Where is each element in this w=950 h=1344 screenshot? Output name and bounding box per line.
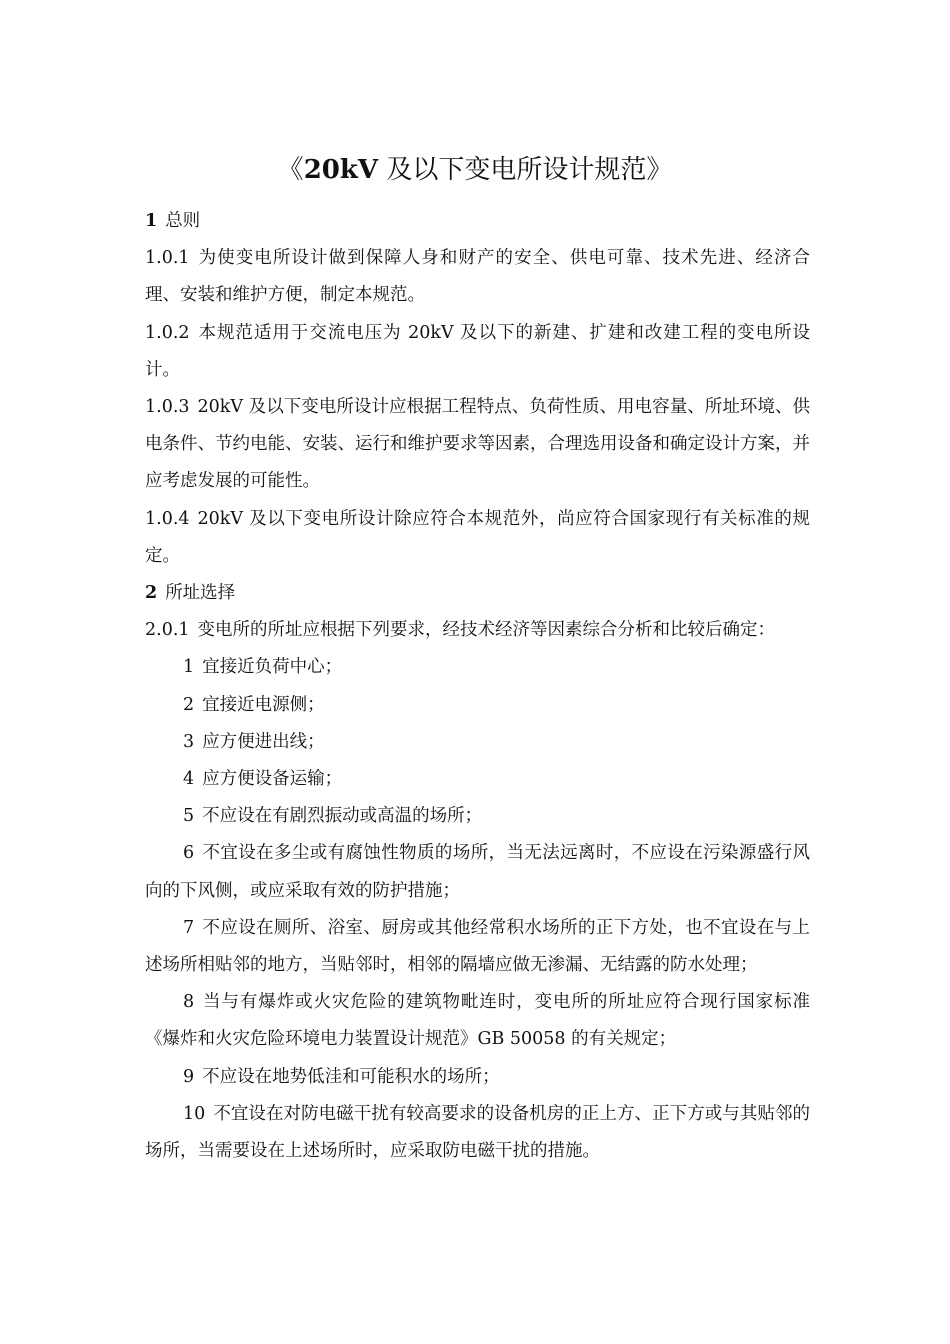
list-item (145, 910, 810, 984)
item-text: 应方便设备运输； (202, 769, 343, 790)
clause-text: 20kV 及以下变电所设计应根据工程特点、负荷性质、用电容量、所址环境、供电条件、节约电能、安装、运行和维护要求等因素，合理选用设备和确定设计方案，并应考虑发展的可能性。 (145, 397, 810, 492)
section-title: 所址选择 (165, 583, 236, 604)
clause-text: 变电所的所址应根据下列要求，经技术经济等因素综合分析和比较后确定： (197, 620, 776, 641)
clause-number: 1.0.3 (145, 397, 190, 418)
item-number: 8 (183, 992, 195, 1013)
list-item (145, 761, 810, 798)
item-text: 应方便进出线； (202, 731, 325, 752)
document-title (0, 150, 950, 190)
item-number: 4 (183, 769, 195, 790)
clause-number: 1.0.4 (145, 508, 190, 529)
title-voltage: 20kV (303, 155, 379, 185)
item-number: 2 (183, 694, 195, 715)
item-number: 1 (183, 657, 195, 678)
section-heading-general (145, 203, 810, 240)
item-text: 不宜设在多尘或有腐蚀性物质的场所，当无法远离时，不应设在污染源盛行风向的下风侧，或应采取有效的防护措施； (145, 843, 810, 901)
item-number: 10 (183, 1103, 206, 1124)
item-number: 9 (183, 1066, 195, 1087)
clause-1-0-3 (145, 389, 810, 501)
list-item (145, 984, 810, 1058)
document-body (145, 203, 810, 1170)
item-text: 不应设在有剧烈振动或高温的场所； (202, 806, 483, 827)
list-item (145, 1096, 810, 1170)
clause-1-0-4 (145, 501, 810, 575)
clause-text: 为使变电所设计做到保障人身和财产的安全、供电可靠、技术先进、经济合理、安装和维护方便，制定本规范。 (145, 248, 810, 306)
list-item (145, 687, 810, 724)
section-number: 2 (145, 583, 158, 604)
item-number: 6 (183, 843, 195, 864)
list-item (145, 798, 810, 835)
item-text: 当与有爆炸或火灾危险的建筑物毗连时，变电所的所址应符合现行国家标准《爆炸和火灾危险环境电力装置设计规范》GB 50058 的有关规定； (145, 992, 810, 1050)
clause-1-0-2 (145, 315, 810, 389)
item-number: 3 (183, 731, 195, 752)
clause-text: 20kV 及以下变电所设计除应符合本规范外，尚应符合国家现行有关标准的规定。 (145, 508, 810, 566)
item-number: 5 (183, 806, 195, 827)
clause-text: 本规范适用于交流电压为 20kV 及以下的新建、扩建和改建工程的变电所设计。 (145, 322, 810, 380)
item-text: 不应设在地势低洼和可能积水的场所； (202, 1066, 500, 1087)
clause-number: 2.0.1 (145, 620, 190, 641)
clause-number: 1.0.1 (145, 248, 190, 269)
section-heading-site-selection (145, 575, 810, 612)
clause-1-0-1 (145, 240, 810, 314)
list-item (145, 1059, 810, 1096)
list-item (145, 835, 810, 909)
item-text: 宜接近电源侧； (202, 694, 325, 715)
clause-2-0-1 (145, 612, 810, 649)
item-number: 7 (183, 917, 195, 938)
title-text: 及以下变电所设计规范》 (378, 155, 673, 185)
title-open-bracket: 《 (277, 155, 304, 185)
clause-number: 1.0.2 (145, 322, 190, 343)
item-text: 不宜设在对防电磁干扰有较高要求的设备机房的正上方、正下方或与其贴邻的场所，当需要设在上述场所时，应采取防电磁干扰的措施。 (145, 1103, 810, 1162)
list-item (145, 649, 810, 686)
section-title: 总则 (165, 211, 201, 231)
section-number: 1 (145, 211, 158, 231)
item-text: 不应设在厕所、浴室、厨房或其他经常积水场所的正下方处，也不宜设在与上述场所相贴邻的地方，当贴邻时，相邻的隔墙应做无渗漏、无结露的防水处理； (145, 917, 810, 976)
list-item (145, 724, 810, 761)
item-text: 宜接近负荷中心； (202, 657, 343, 678)
